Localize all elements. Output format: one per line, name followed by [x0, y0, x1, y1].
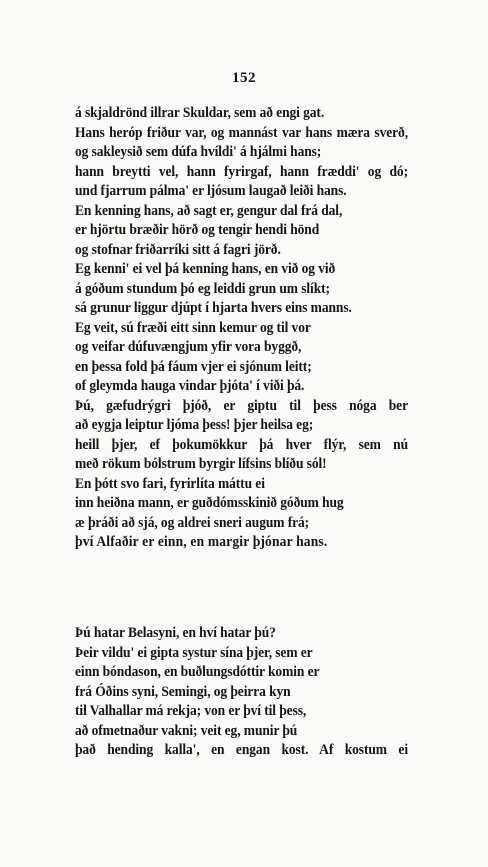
- poem-line: því Alfaðir er einn, en margir þjónar hans.: [75, 534, 328, 550]
- poem-stanza-2: [75, 624, 445, 761]
- poem-line: og veifar dúfuvængjum yfir vora byggð,: [75, 339, 302, 355]
- poem-line: frá Óðins syni, Semingi, og þeirra kyn: [75, 683, 291, 700]
- poem-line: einn bóndason, en buðlungsdóttir komin er: [75, 664, 320, 680]
- poem-line: und fjarrum pálma' er ljósum laugað leiði hans.: [75, 183, 347, 199]
- poem-line: heill þjer, ef þokumökkur þá hver flýr, sem nú: [75, 436, 408, 453]
- poem-line: Þeir vildu' ei gipta systur sína þjer, sem er: [75, 644, 313, 661]
- poem-line: Þú, gæfudrýgri þjóð, er giptu til þess nóga ber: [75, 397, 408, 414]
- poem-line: og stofnar friðarríki sitt á fagri jörð.: [75, 241, 281, 258]
- poem-line: og sakleysið sem dúfa hvíldi' á hjálmi hans;: [75, 144, 322, 160]
- poem-line: of gleymda hauga vindar þjóta' í viði þá.: [75, 378, 305, 394]
- poem-line: En kenning hans, að sagt er, gengur dal frá dal,: [75, 202, 343, 219]
- poem-line: að ofmetnaður vakni; veit eg, munir þú: [75, 722, 298, 739]
- poem-line: en þessa fold þá fáum vjer ei sjónum leitt;: [75, 358, 312, 375]
- poem-line: Þú hatar Belasyni, en hví hatar þú?: [75, 625, 276, 641]
- poem-line: á skjaldrönd illrar Skuldar, sem að engi gat.: [75, 105, 325, 121]
- poem-line: Eg veit, sú fræði eitt sinn kemur og til vor: [75, 319, 311, 336]
- poem-stanza-1: [75, 104, 445, 553]
- page-number: 152: [232, 70, 256, 86]
- poem-line: með rökum bólstrum byrgir lífsins blíðu sól!: [75, 456, 327, 472]
- poem-line: Eg kenni' ei vel þá kenning hans, en við og við: [75, 261, 336, 277]
- poem-line: á góðum stundum þó eg leiddi grun um slíkt;: [75, 280, 330, 297]
- poem-line: að eygja leiptur ljóma þess! þjer heilsa eg;: [75, 417, 314, 433]
- poem-line: sá grunur liggur djúpt í hjarta hvers eins manns.: [75, 300, 352, 316]
- poem-line: til Valhallar má rekja; von er því til þess,: [75, 703, 307, 719]
- poem-line: En þótt svo fari, fyrirlíta máttu ei: [75, 475, 265, 492]
- poem-line: hann breytti vel, hann fyrirgaf, hann fræddi' og dó;: [75, 163, 408, 180]
- poem-line: æ þráði að sjá, og aldrei sneri augum frá;: [75, 514, 310, 531]
- poem-line: inn heiðna mann, er guðdómsskinið góðum hug: [75, 495, 344, 511]
- poem-line: Hans heróp friður var, og mannást var hans mæra sverð,: [75, 124, 408, 141]
- poem-line: er hjörtu bræðir hörð og tengir hendi hönd: [75, 222, 320, 238]
- poem-line: það hending kalla', en engan kost. Af kostum ei: [75, 742, 408, 758]
